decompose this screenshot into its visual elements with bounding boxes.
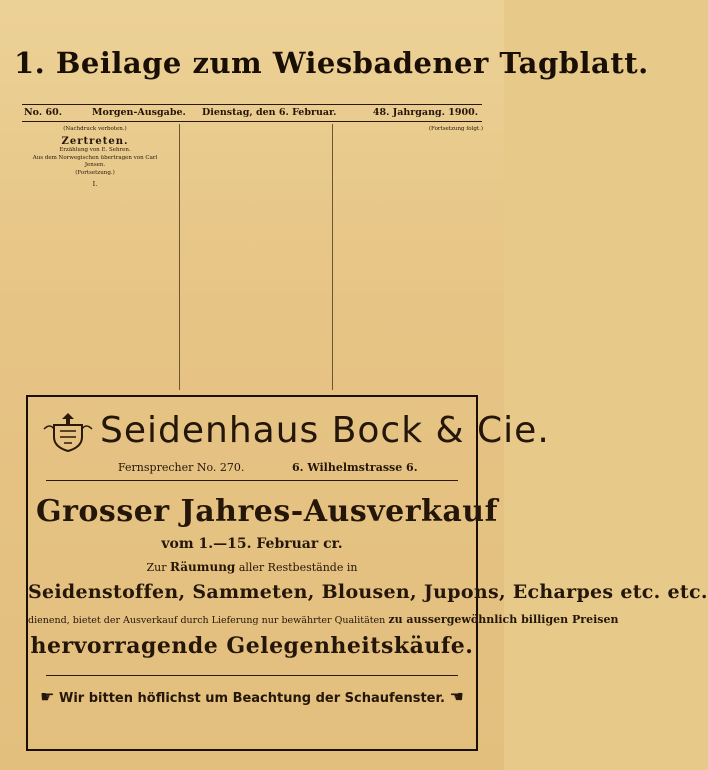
column-1 bbox=[22, 124, 168, 390]
offer-bold: zu aussergewöhnlich billigen Preisen bbox=[388, 613, 619, 626]
column-2 bbox=[179, 124, 326, 390]
story-heading: Zertreten. bbox=[61, 135, 129, 147]
volume-year: 48. Jahrgang. 1900. bbox=[372, 107, 478, 118]
sale-dates: vom 1.—15. Februar cr. bbox=[161, 536, 343, 552]
pointing-hand-icon: ☛ bbox=[40, 687, 55, 706]
footer-line bbox=[28, 687, 476, 706]
issue-meta-row bbox=[22, 104, 482, 122]
continued-note: (Fortsetzung folgt.) bbox=[428, 126, 483, 132]
column-3 bbox=[332, 124, 483, 390]
feuilleton-columns bbox=[22, 124, 482, 390]
clearance-suffix: aller Restbestände in bbox=[238, 561, 358, 574]
advertisement-box bbox=[26, 395, 708, 751]
masthead-title: 1. Beilage zum Wiesbadener Tagblatt. bbox=[14, 46, 649, 80]
bargains-slogan: hervorragende Gelegenheitskäufe. bbox=[30, 633, 474, 659]
edition-label: Morgen-Ausgabe. bbox=[92, 107, 186, 118]
shop-address: 6. Wilhelmstrasse 6. bbox=[292, 461, 418, 474]
divider bbox=[46, 480, 458, 481]
story-part-note: (Fortsetzung.) bbox=[75, 169, 115, 176]
footer-text: Wir bitten höflichst um Beachtung der Schaufenster. bbox=[59, 691, 445, 706]
sale-headline: Grosser Jahres-Ausverkauf bbox=[36, 494, 498, 529]
goods-list: Seidenstoffen, Sammeten, Blousen, Jupons, Echarpes etc. etc. bbox=[28, 581, 708, 603]
clearance-prefix: Zur bbox=[146, 561, 167, 574]
story-translation-note: Aus dem Norwegischen übertragen von Carl Jensen. bbox=[32, 154, 158, 169]
phone-number: Fernsprecher No. 270. bbox=[118, 461, 245, 474]
chapter-number: I. bbox=[92, 179, 98, 188]
divider bbox=[46, 675, 458, 676]
offer-line bbox=[28, 613, 619, 626]
story-subheading: Erzählung von E. Sehren. bbox=[59, 147, 131, 154]
offer-prefix: dienend, bietet der Ausverkauf durch Lieferung nur bewährter Qualitäten bbox=[28, 615, 386, 626]
pointing-hand-icon: ☚ bbox=[449, 687, 464, 706]
issue-number: No. 60. bbox=[24, 107, 62, 118]
issue-date: Dienstag, den 6. Februar. bbox=[202, 107, 337, 118]
reprint-note: (Nachdruck verboten.) bbox=[63, 126, 127, 132]
clearance-bold: Räumung bbox=[170, 560, 236, 574]
clearance-line bbox=[28, 560, 476, 574]
crest-icon bbox=[40, 409, 96, 453]
firm-name: Seidenhaus Bock & Cie. bbox=[100, 410, 550, 451]
